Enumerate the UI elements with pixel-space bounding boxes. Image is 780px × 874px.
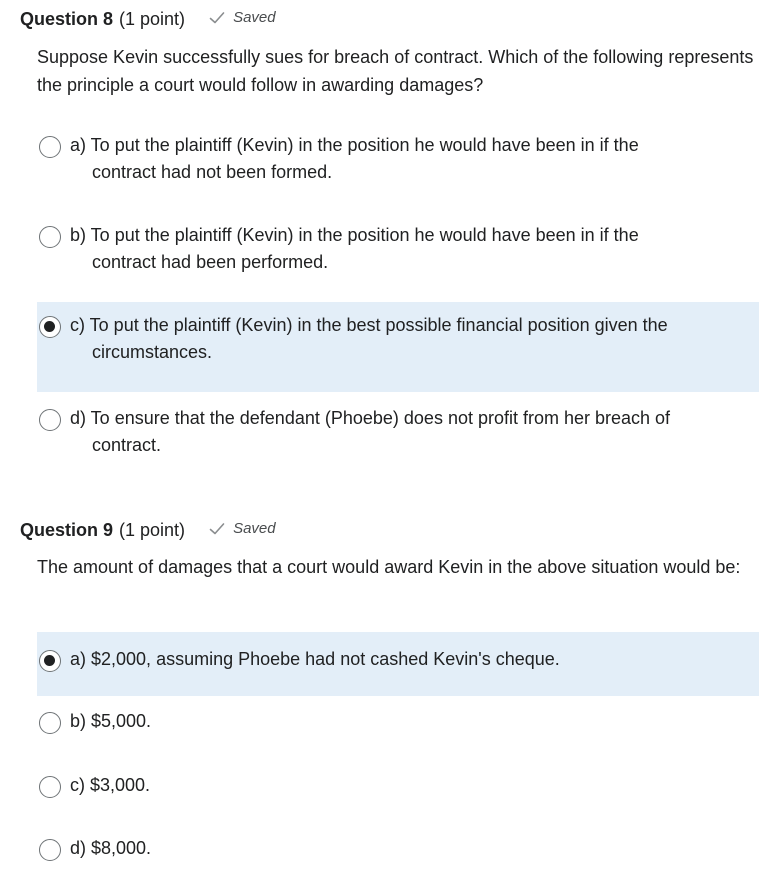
q9-option-d[interactable] <box>37 825 759 873</box>
option-label: a) $2,000, assuming Phoebe had not cashed Kevin's cheque. <box>70 649 560 669</box>
q8-option-c[interactable] <box>37 302 759 392</box>
radio-button[interactable] <box>39 226 61 248</box>
question-points: (1 point) <box>119 520 186 540</box>
q8-option-b[interactable] <box>37 212 759 296</box>
saved-label: Saved <box>233 9 276 26</box>
radio-button[interactable] <box>39 712 61 734</box>
q9-option-a[interactable] <box>37 632 759 696</box>
checkmark-icon <box>209 522 225 536</box>
radio-button[interactable] <box>39 776 61 798</box>
question-9-header <box>20 517 276 542</box>
question-title: Question 8 <box>20 9 114 29</box>
radio-button[interactable] <box>39 839 61 861</box>
radio-button[interactable] <box>39 136 61 158</box>
q9-option-c[interactable] <box>37 762 759 810</box>
radio-button-selected[interactable] <box>39 650 61 672</box>
q8-option-a[interactable] <box>37 122 759 206</box>
option-label: d) To ensure that the defendant (Phoebe) does not profit from her breach of <box>70 408 671 428</box>
question-8-prompt: Suppose Kevin successfully sues for breach of contract. Which of the following represents the principle a court would follow in awarding damages? <box>37 47 754 95</box>
radio-button[interactable] <box>39 409 61 431</box>
option-label: b) $5,000. <box>70 711 152 731</box>
option-label-continued: contract. <box>92 435 162 455</box>
question-9-prompt: The amount of damages that a court would award Kevin in the above situation would be: <box>37 557 741 577</box>
saved-status <box>209 6 276 30</box>
option-label: a) To put the plaintiff (Kevin) in the position he would have been in if the <box>70 135 639 155</box>
option-label: b) To put the plaintiff (Kevin) in the position he would have been in if the <box>70 225 639 245</box>
option-label: c) $3,000. <box>70 775 151 795</box>
question-points: (1 point) <box>119 9 186 29</box>
option-label-continued: circumstances. <box>92 342 213 362</box>
saved-label: Saved <box>233 520 276 537</box>
q9-option-b[interactable] <box>37 698 759 746</box>
option-label-continued: contract had been performed. <box>92 252 329 272</box>
option-label-continued: contract had not been formed. <box>92 162 333 182</box>
checkmark-icon <box>209 11 225 25</box>
radio-button-selected[interactable] <box>39 316 61 338</box>
option-label: d) $8,000. <box>70 838 152 858</box>
question-8-header <box>20 6 276 31</box>
q8-option-d[interactable] <box>37 396 759 480</box>
saved-status <box>209 517 276 541</box>
question-title: Question 9 <box>20 520 114 540</box>
option-label: c) To put the plaintiff (Kevin) in the best possible financial position given the <box>70 315 668 335</box>
